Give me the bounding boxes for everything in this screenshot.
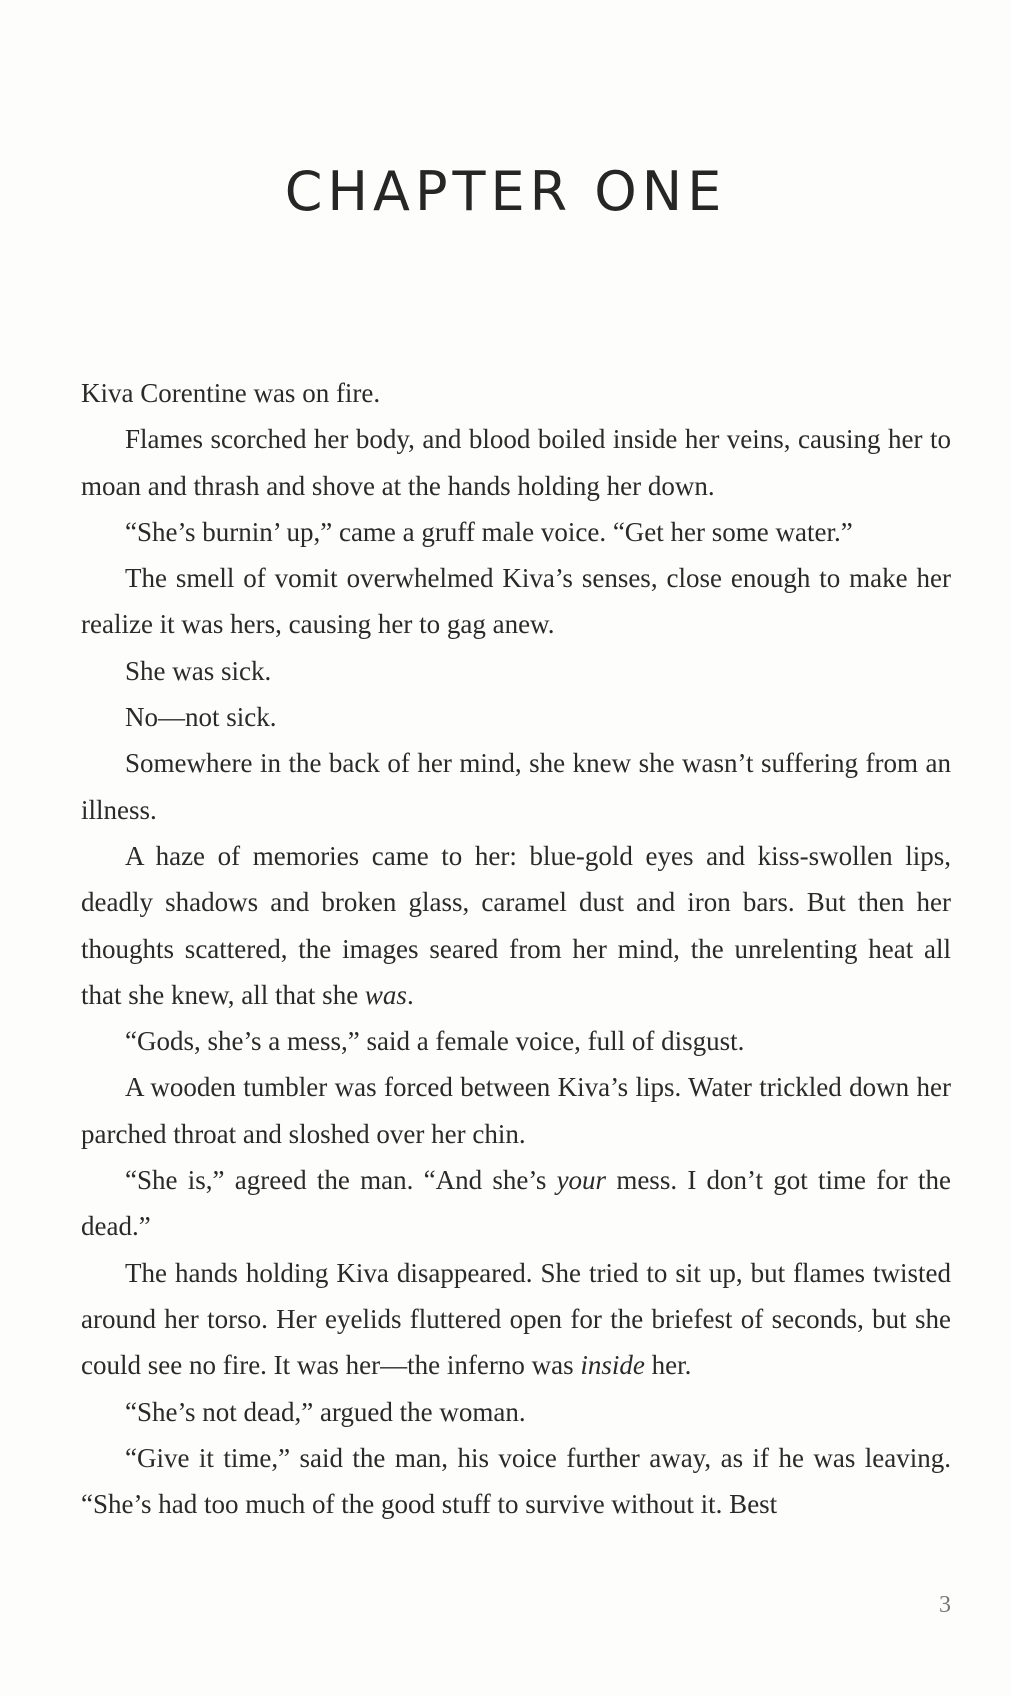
- paragraph-text: She was sick.: [125, 655, 272, 686]
- paragraph-text: Flames scorched her body, and blood boiled inside her veins, causing her to moan and thrash and shove at the hands holding her down.: [81, 424, 951, 501]
- paragraph-text: The hands holding Kiva disappeared. She tried to sit up, but flames twisted around her torso. Her eyelids fluttered open for the briefest of seconds, but she could see no fire. It was her—the inferno was: [81, 1257, 951, 1381]
- paragraph-text: “She is,” agreed the man. “And she’s: [125, 1165, 557, 1196]
- paragraph-text: No—not sick.: [125, 702, 277, 733]
- paragraph-text: “Gods, she’s a mess,” said a female voice, full of disgust.: [125, 1026, 745, 1057]
- paragraph-text: Somewhere in the back of her mind, she knew she wasn’t suffering from an illness.: [81, 748, 951, 825]
- paragraph: [81, 1064, 951, 1157]
- paragraph-text: “She’s burnin’ up,” came a gruff male voice. “Get her some water.”: [125, 516, 853, 547]
- paragraph: [81, 416, 951, 509]
- page-number: 3: [939, 1592, 951, 1618]
- paragraph-text: Kiva Corentine was on fire.: [81, 378, 381, 408]
- paragraph-emphasis: was: [364, 979, 407, 1010]
- chapter-title: CHAPTER ONE: [284, 160, 727, 223]
- paragraph-emphasis: your: [556, 1165, 607, 1196]
- paragraph: [81, 370, 951, 416]
- paragraph-text: .: [406, 979, 414, 1010]
- paragraph: [81, 1157, 951, 1250]
- paragraph: [81, 740, 951, 833]
- paragraph-text: “Give it time,” said the man, his voice further away, as if he was leaving. “She’s had too much of the good stuff to survive without it. Best: [81, 1442, 951, 1520]
- paragraph: [81, 694, 951, 740]
- chapter-body: [81, 370, 951, 1527]
- paragraph: [81, 1250, 951, 1389]
- paragraph: [81, 648, 951, 694]
- paragraph: [81, 1389, 951, 1435]
- paragraph-text: mess. I don’t got time for the dead.”: [81, 1165, 951, 1242]
- paragraph-text: her.: [644, 1350, 692, 1381]
- paragraph: [81, 1018, 951, 1064]
- paragraph-text: A haze of memories came to her: blue-gold eyes and kiss-swollen lips, deadly shadows and broken glass, caramel dust and iron bars. But then her thoughts scattered, the images seared from her mind, the unrelenting heat all that she knew, all that she: [81, 840, 951, 1010]
- paragraph-text: The smell of vomit overwhelmed Kiva’s senses, close enough to make her realize it was hers, causing her to gag anew.: [81, 563, 951, 640]
- paragraph-text: “She’s not dead,” argued the woman.: [125, 1396, 526, 1427]
- paragraph: [81, 833, 951, 1018]
- paragraph: [81, 1435, 951, 1528]
- paragraph: [81, 555, 951, 648]
- paragraph-text: A wooden tumbler was forced between Kiva’s lips. Water trickled down her parched throat and sloshed over her chin.: [81, 1072, 951, 1149]
- paragraph: [81, 509, 951, 555]
- paragraph-emphasis: inside: [580, 1350, 645, 1381]
